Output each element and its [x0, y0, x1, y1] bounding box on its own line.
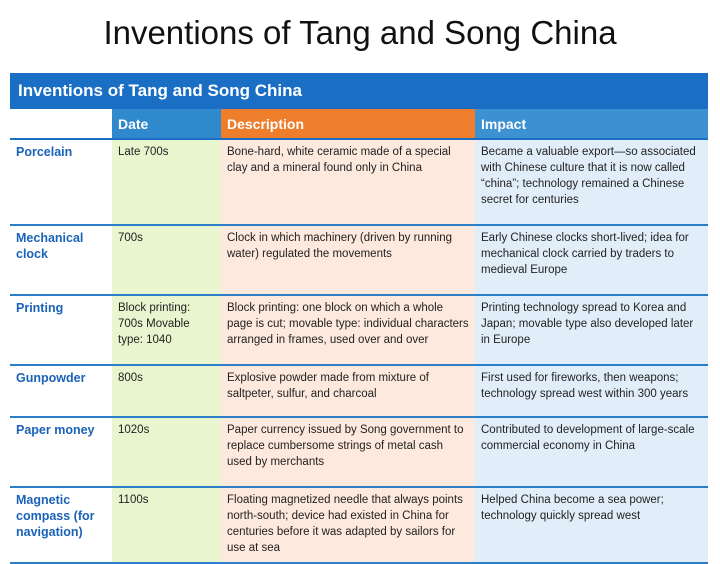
- impact-cell: Helped China become a sea power; technology quickly spread west: [475, 487, 708, 563]
- description-cell: Block printing: one block on which a whole page is cut; movable type: individual characters arranged in frames, used over and over: [221, 295, 475, 365]
- impact-cell: Early Chinese clocks short-lived; idea for mechanical clock carried by traders to medieval Europe: [475, 225, 708, 295]
- date-cell: 800s: [112, 365, 221, 417]
- invention-name: Porcelain: [10, 139, 112, 225]
- header-date: Date: [112, 109, 221, 139]
- header-description: Description: [221, 109, 475, 139]
- inventions-table-figure: [10, 73, 708, 554]
- date-cell: 1100s: [112, 487, 221, 563]
- inventions-table: [10, 109, 708, 564]
- invention-name: Paper money: [10, 417, 112, 487]
- invention-name: Mechanical clock: [10, 225, 112, 295]
- description-cell: Paper currency issued by Song government to replace cumbersome strings of metal cash used by merchants: [221, 417, 475, 487]
- impact-cell: First used for fireworks, then weapons; technology spread west within 300 years: [475, 365, 708, 417]
- description-cell: Floating magnetized needle that always points north-south; device had existed in China for centuries before it was adapted by sailors for use at sea: [221, 487, 475, 563]
- invention-name: Gunpowder: [10, 365, 112, 417]
- table-row-magnetic-compass: [10, 487, 708, 563]
- table-header-row: [10, 109, 708, 139]
- header-blank: [10, 109, 112, 139]
- date-cell: 700s: [112, 225, 221, 295]
- invention-name: Printing: [10, 295, 112, 365]
- description-cell: Explosive powder made from mixture of saltpeter, sulfur, and charcoal: [221, 365, 475, 417]
- date-cell: 1020s: [112, 417, 221, 487]
- invention-name: Magnetic compass (for navigation): [10, 487, 112, 563]
- header-impact: Impact: [475, 109, 708, 139]
- table-row-paper-money: [10, 417, 708, 487]
- impact-cell: Printing technology spread to Korea and Japan; movable type also developed later in Europe: [475, 295, 708, 365]
- table-row-mechanical-clock: [10, 225, 708, 295]
- table-row-printing: [10, 295, 708, 365]
- date-cell: Late 700s: [112, 139, 221, 225]
- table-banner-title: Inventions of Tang and Song China: [10, 73, 708, 109]
- description-cell: Bone-hard, white ceramic made of a special clay and a mineral found only in China: [221, 139, 475, 225]
- impact-cell: Became a valuable export—so associated with Chinese culture that it is now called “china”; technology remained a Chinese secret for centuries: [475, 139, 708, 225]
- date-cell: Block printing: 700s Movable type: 1040: [112, 295, 221, 365]
- impact-cell: Contributed to development of large-scale commercial economy in China: [475, 417, 708, 487]
- table-row-porcelain: [10, 139, 708, 225]
- table-row-gunpowder: [10, 365, 708, 417]
- slide-title: Inventions of Tang and Song China: [103, 14, 617, 51]
- description-cell: Clock in which machinery (driven by running water) regulated the movements: [221, 225, 475, 295]
